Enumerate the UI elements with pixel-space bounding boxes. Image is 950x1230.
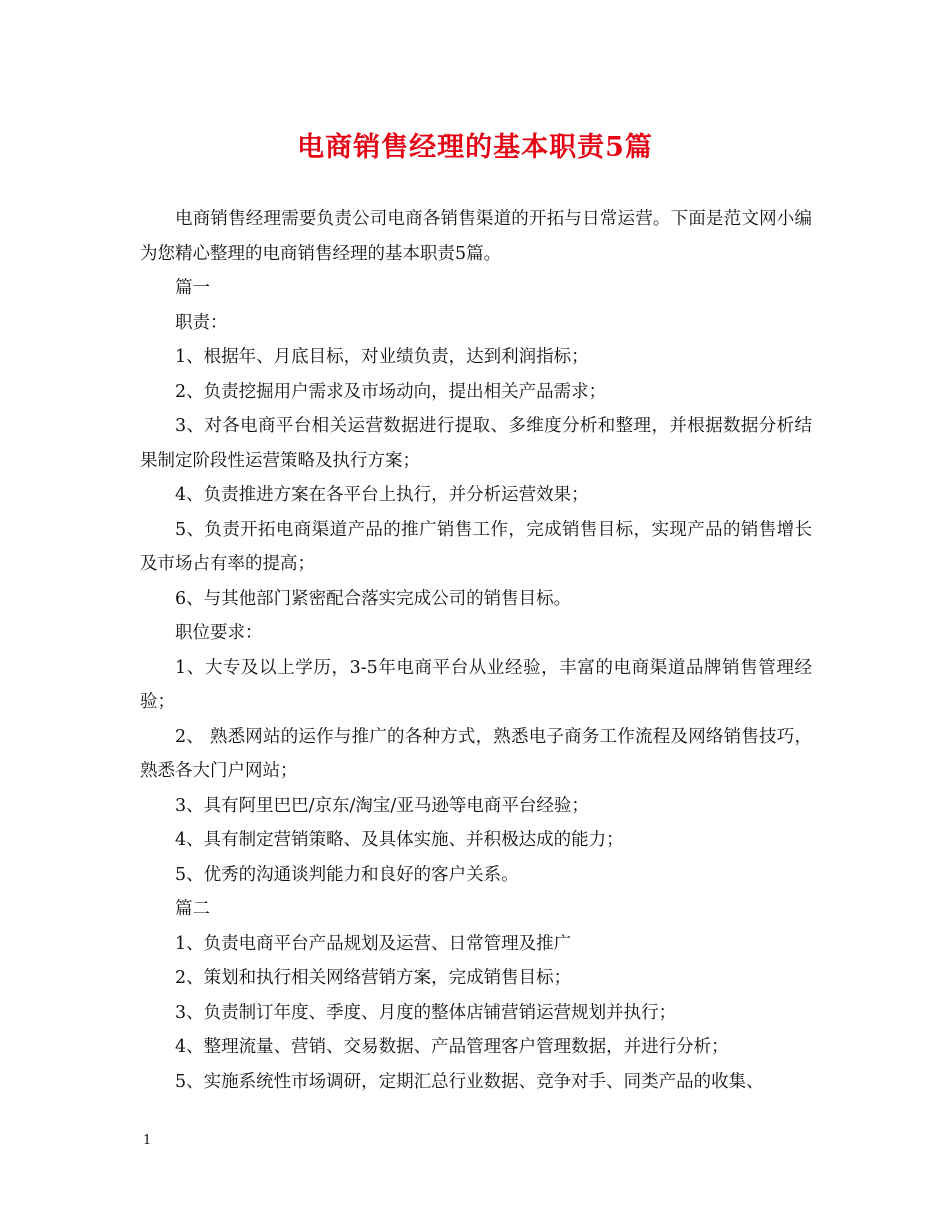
list-item: 3、负责制订年度、季度、月度的整体店铺营销运营规划并执行；: [175, 1002, 677, 1023]
list-item: 4、负责推进方案在各平台上执行，并分析运营效果；: [175, 485, 589, 505]
list-item: 5、优秀的沟通谈判能力和良好的客户关系。: [175, 864, 519, 885]
list-item: 2、负责挖掘用户需求及市场动向，提出相关产品需求；: [175, 381, 607, 402]
list-item: 6、与其他部门紧密配合落实完成公司的销售目标。: [175, 588, 572, 609]
requirements-heading: 职位要求：: [175, 623, 263, 643]
list-item: 2、策划和执行相关网络营销方案，完成销售目标；: [175, 968, 572, 988]
list-item: 3、具有阿里巴巴/京东/淘宝/亚马逊等电商平台经验；: [175, 795, 589, 816]
list-item: 4、具有制定营销策略、及具体实施、并积极达成的能力；: [175, 830, 624, 850]
paragraph-intro: 电商销售经理需要负责公司电商各销售渠道的开拓与日常运营。下面是范文网小编为您精心整理的电商销售经理的基本职责5篇。: [140, 209, 812, 264]
list-item: 5、实施系统性市场调研，定期汇总行业数据、竞争对手、同类产品的收集、: [175, 1071, 764, 1092]
section-heading-part-two: 篇二: [175, 899, 210, 919]
page-number: 1: [143, 1133, 152, 1148]
document-body: [140, 202, 812, 1099]
list-item: 1、负责电商平台产品规划及运营、日常管理及推广: [175, 933, 572, 954]
responsibilities-heading: 职责：: [175, 312, 228, 333]
list-item: 4、整理流量、营销、交易数据、产品管理客户管理数据，并进行分析；: [175, 1037, 729, 1057]
document-title: 电商销售经理的基本职责5篇: [297, 132, 653, 163]
list-item: 1、根据年、月底目标，对业绩负责，达到利润指标；: [175, 347, 589, 367]
list-item: 2、 熟悉网站的运作与推广的各种方式，熟悉电子商务工作流程及网络销售技巧，熟悉各大门户网站；: [140, 726, 812, 781]
list-item: 3、对各电商平台相关运营数据进行提取、多维度分析和整理，并根据数据分析结果制定阶段性运营策略及执行方案；: [140, 416, 812, 471]
list-item: 5、负责开拓电商渠道产品的推广销售工作，完成销售目标，实现产品的销售增长及市场占有率的提高；: [140, 519, 812, 574]
section-heading-part-one: 篇一: [175, 278, 210, 298]
list-item: 1、大专及以上学历，3-5年电商平台从业经验，丰富的电商渠道品牌销售管理经验；: [140, 657, 812, 712]
